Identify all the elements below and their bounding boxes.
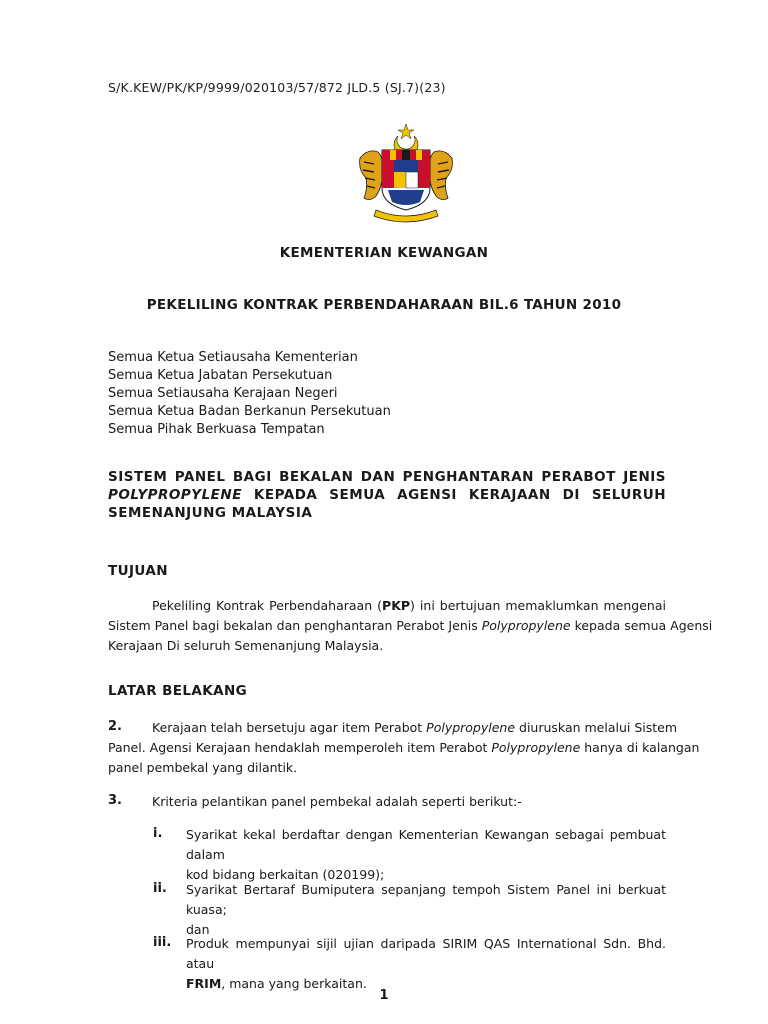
list-item-number: i. — [153, 826, 163, 841]
p2-line-3: panel pembekal yang dilantik. — [108, 760, 298, 775]
recipient-line: Semua Ketua Setiausaha Kementerian — [108, 350, 358, 365]
subject-heading — [108, 468, 666, 522]
subject-italic-term: POLYPROPYLENE — [108, 487, 242, 503]
tujuan-line-1: Pekeliling Kontrak Perbendaharaan (PKP) ini bertujuan memaklumkan mengenai — [152, 598, 666, 613]
list-item: Syarikat Bertaraf Bumiputera sepanjang tempoh Sistem Panel ini berkuat kuasa; dan — [186, 882, 666, 937]
tujuan-line-3: Kerajaan Di seluruh Semenanjung Malaysia. — [108, 638, 384, 653]
paragraph-number-3: 3. — [108, 793, 122, 808]
circular-title: PEKELILING KONTRAK PERBENDAHARAAN BIL.6 TAHUN 2010 — [146, 297, 622, 313]
list-item: Produk mempunyai sijil ujian daripada SIRIM QAS International Sdn. Bhd. atau FRIM, mana yang berkaitan. — [186, 936, 666, 991]
recipient-line: Semua Ketua Badan Berkanun Persekutuan — [108, 404, 391, 419]
reference-number: S/K.KEW/PK/KP/9999/020103/57/872 JLD.5 (SJ.7)(23) — [108, 80, 446, 95]
coat-of-arms-emblem — [354, 118, 458, 226]
paragraph-3-text: Kriteria pelantikan panel pembekal adalah seperti berikut:- — [152, 794, 522, 809]
p2-line-1: Kerajaan telah bersetuju agar item Perabot Polypropylene diuruskan melalui Sistem — [152, 720, 678, 735]
page-number: 1 — [379, 988, 389, 1003]
subject-line-3: SEMENANJUNG MALAYSIA — [108, 505, 313, 521]
ministry-name: KEMENTERIAN KEWANGAN — [279, 245, 489, 261]
paragraph-number-2: 2. — [108, 719, 122, 734]
list-item-number: ii. — [153, 881, 167, 896]
recipients-list — [108, 349, 391, 439]
section-heading-tujuan: TUJUAN — [108, 563, 168, 579]
tujuan-line-2: Sistem Panel bagi bekalan dan penghantaran Perabot Jenis Polypropylene kepada semua Agensi — [108, 618, 713, 633]
paragraph-2 — [108, 718, 700, 778]
recipient-line: Semua Pihak Berkuasa Tempatan — [108, 422, 325, 437]
tujuan-paragraph — [108, 596, 713, 656]
subject-line-1: SISTEM PANEL BAGI BEKALAN DAN PENGHANTARAN PERABOT JENIS — [108, 469, 666, 485]
section-heading-latar-belakang: LATAR BELAKANG — [108, 683, 248, 699]
list-item: Syarikat kekal berdaftar dengan Kementerian Kewangan sebagai pembuat dalam kod bidang berkaitan (020199); — [186, 827, 666, 882]
p2-line-2: Panel. Agensi Kerajaan hendaklah memperoleh item Perabot Polypropylene hanya di kalangan — [108, 740, 700, 755]
recipient-line: Semua Setiausaha Kerajaan Negeri — [108, 386, 338, 401]
list-item-number: iii. — [153, 935, 172, 950]
subject-line-2: POLYPROPYLENE KEPADA SEMUA AGENSI KERAJAAN DI SELURUH — [108, 487, 666, 503]
recipient-line: Semua Ketua Jabatan Persekutuan — [108, 368, 333, 383]
